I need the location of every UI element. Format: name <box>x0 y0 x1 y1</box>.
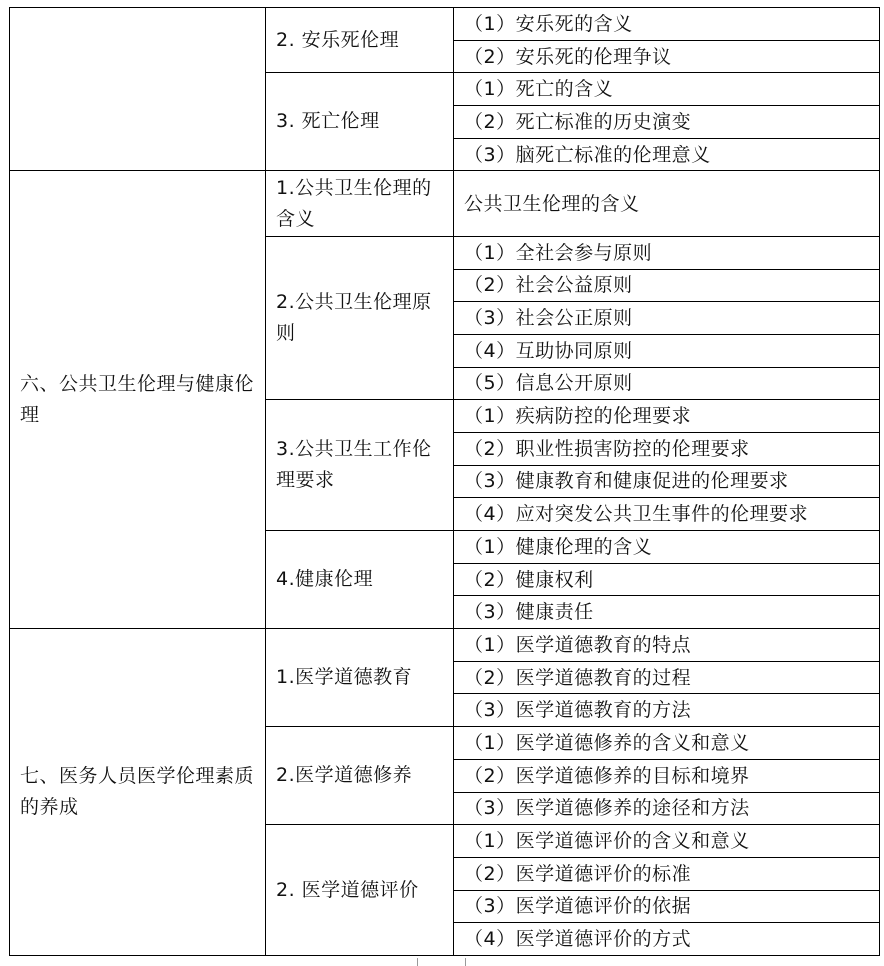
topic-item: （4）应对突发公共卫生事件的伦理要求 <box>454 498 880 531</box>
section-title: 3. 死亡伦理 <box>266 73 454 171</box>
table-row <box>10 171 880 236</box>
topic-item: （2）死亡标准的历史演变 <box>454 106 880 139</box>
topic-item: （1）医学道德教育的特点 <box>454 629 880 662</box>
table-row <box>10 629 880 662</box>
topic-item: （2）职业性损害防控的伦理要求 <box>454 432 880 465</box>
topic-item: （3）社会公正原则 <box>454 302 880 335</box>
topic-item: （2）健康权利 <box>454 563 880 596</box>
topic-item: 公共卫生伦理的含义 <box>454 171 880 236</box>
section-title: 2.公共卫生伦理原则 <box>266 236 454 399</box>
topic-item: （5）信息公开原则 <box>454 367 880 400</box>
topic-item: （3）医学道德修养的途径和方法 <box>454 792 880 825</box>
syllabus-table-body <box>10 8 880 956</box>
topic-item: （3）医学道德评价的依据 <box>454 890 880 923</box>
topic-item: （2）医学道德评价的标准 <box>454 857 880 890</box>
topic-item: （1）安乐死的含义 <box>454 8 880 41</box>
topic-item: （3）医学道德教育的方法 <box>454 694 880 727</box>
page-edge-mark-right <box>465 958 466 966</box>
topic-item: （3）健康责任 <box>454 596 880 629</box>
section-title: 3.公共卫生工作伦理要求 <box>266 400 454 531</box>
chapter-title <box>10 8 266 171</box>
syllabus-table <box>9 7 880 956</box>
section-title: 1.医学道德教育 <box>266 629 454 727</box>
section-title: 2.医学道德修养 <box>266 727 454 825</box>
topic-item: （3）健康教育和健康促进的伦理要求 <box>454 465 880 498</box>
topic-item: （4）医学道德评价的方式 <box>454 923 880 956</box>
topic-item: （2）安乐死的伦理争议 <box>454 40 880 73</box>
section-title: 2. 医学道德评价 <box>266 825 454 956</box>
section-title: 4.健康伦理 <box>266 531 454 629</box>
page-edge-mark-left <box>417 958 418 966</box>
topic-item: （1）全社会参与原则 <box>454 236 880 269</box>
chapter-title: 七、医务人员医学伦理素质的养成 <box>10 629 266 956</box>
section-title: 1.公共卫生伦理的含义 <box>266 171 454 236</box>
topic-item: （2）社会公益原则 <box>454 269 880 302</box>
topic-item: （1）死亡的含义 <box>454 73 880 106</box>
topic-item: （3）脑死亡标准的伦理意义 <box>454 138 880 171</box>
topic-item: （2）医学道德修养的目标和境界 <box>454 759 880 792</box>
topic-item: （4）互助协同原则 <box>454 334 880 367</box>
topic-item: （2）医学道德教育的过程 <box>454 661 880 694</box>
topic-item: （1）医学道德评价的含义和意义 <box>454 825 880 858</box>
table-row <box>10 8 880 41</box>
topic-item: （1）健康伦理的含义 <box>454 531 880 564</box>
topic-item: （1）医学道德修养的含义和意义 <box>454 727 880 760</box>
chapter-title: 六、公共卫生伦理与健康伦理 <box>10 171 266 629</box>
topic-item: （1）疾病防控的伦理要求 <box>454 400 880 433</box>
section-title: 2. 安乐死伦理 <box>266 8 454 73</box>
